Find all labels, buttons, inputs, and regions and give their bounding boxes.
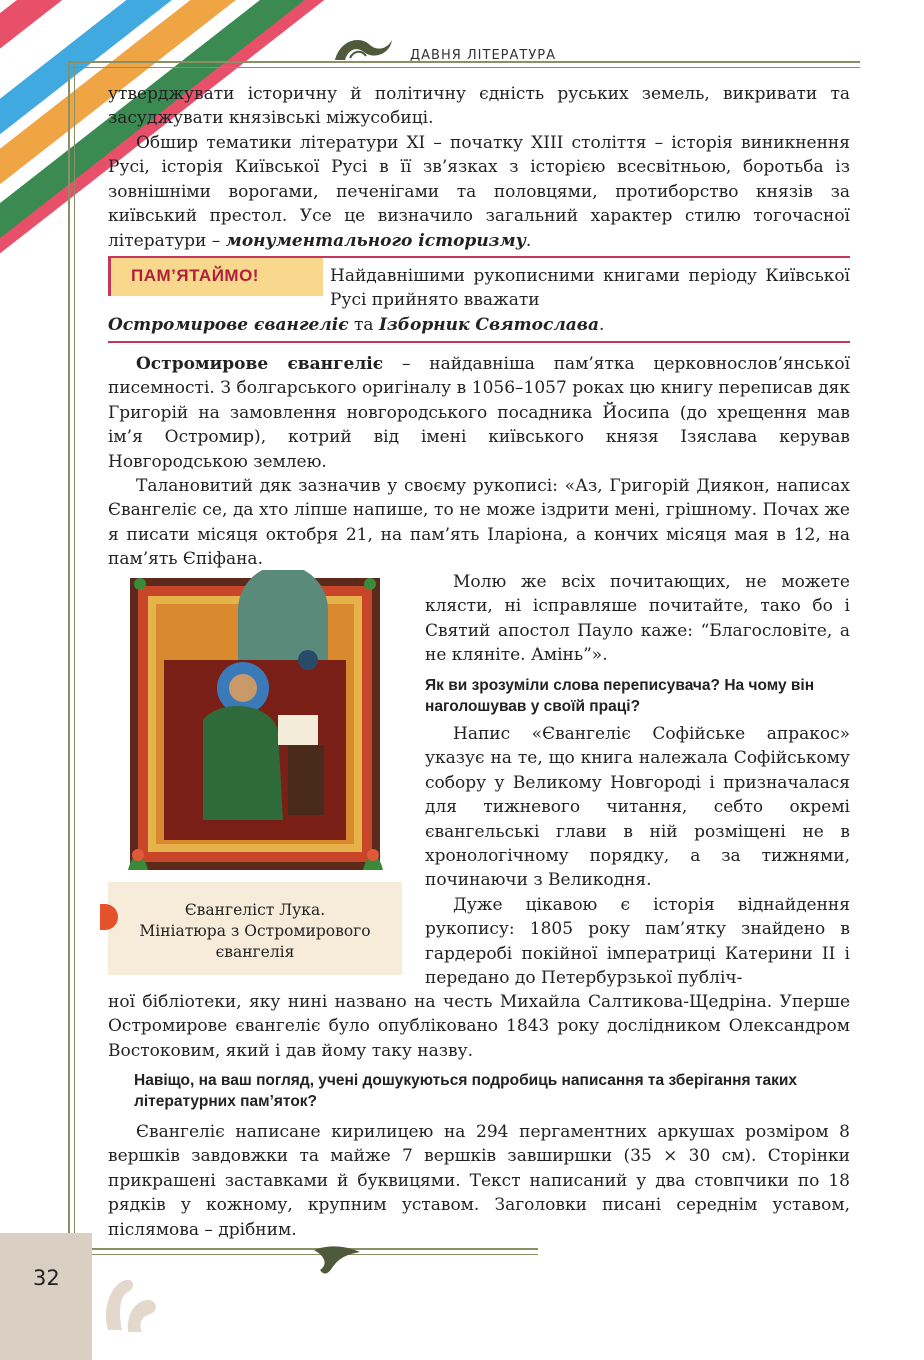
paragraph-4 — [108, 474, 850, 572]
remember-text-top — [330, 264, 850, 313]
caption-marker-icon — [100, 904, 118, 930]
page-number: 32 — [33, 1266, 60, 1290]
paragraph-7-top — [425, 893, 850, 991]
ornament-top-icon — [330, 30, 400, 66]
paragraph-2-text: Обшир тематики літератури XI – початку XIII століття – історія виникнення Русі, історія Київської Русі в її зв’язках з історією всесвітньою, боротьба із зовнішніми ворогами, печенігами та половцями, протиборство князів за київський престол. Усе це визначило загальний характер стилю тогочасної літератури – — [108, 133, 850, 251]
paragraph-6 — [425, 722, 850, 893]
publisher-logo-icon — [96, 1270, 166, 1340]
paragraph-3-text: – найдавніша пам’ятка церковнослов’янської писемності. З болгарського оригіналу в 1056–1057 роках цю книгу переписав дяк Григорій на замовлення новгородського посадника Йосипа (до хрещення мав ім’я Остромир), котрий від імені київського князя Ізяслава керував Новгородською землею. — [108, 354, 851, 472]
figure-caption — [118, 900, 392, 963]
remember-book-1: Остромирове євангеліє — [108, 315, 349, 335]
remember-conj: та — [353, 315, 374, 335]
remember-label-box — [108, 258, 323, 296]
remember-bottom-line — [108, 341, 850, 343]
paragraph-5-text: Молю же всіх почитающих, не можете клясти, ні ісправляше почитайте, тако бо і Святий апостол Пауло каже: “Благословіте, а не кляніте. Амінь”». — [425, 572, 850, 666]
paragraph-1 — [108, 82, 850, 131]
remember-end: . — [598, 315, 605, 335]
paragraph-7b-text: ної бібліотеки, яку нині названо на честь Михайла Салтикова-Щедріна. Уперше Остромирове євангеліє було опубліковано 1843 року дослідником Олександром Востоковим, який і дав йому таку назву. — [108, 992, 850, 1061]
paragraph-1-text: утверджувати історичну й політичну єдність руських земель, викривати та засуджувати князівські міжусобиці. — [108, 84, 850, 129]
corner-block — [0, 1233, 92, 1360]
paragraph-6-text: Напис «Євангеліє Софійське апракос» указує на те, що книга належала Софійському собору у Великому Новгороді і призначалася для тижневого читання, себто окремі євангельські глави в ній розміщені не в хронологічному порядку, а за тижнями, починаючи з Великодня. — [425, 724, 850, 891]
caption-line-1: Євангеліст Лука. — [184, 901, 326, 919]
paragraph-3 — [108, 352, 850, 474]
paragraph-3-term: Остромирове євангеліє — [136, 354, 384, 374]
paragraph-5 — [425, 570, 850, 668]
miniature-evangelist-luke-image — [108, 570, 402, 882]
paragraph-2-emphasis: монументального історизму — [225, 230, 526, 251]
figure-caption-box — [108, 882, 402, 975]
remember-label: ПАМ’ЯТАЙМО! — [131, 266, 259, 285]
figure-miniature — [108, 570, 402, 975]
caption-line-2: Мініатюра з Остромирового — [139, 922, 371, 940]
paragraph-7a-text: Дуже цікавою є історія віднайдення рукопису: 1805 року пам’ятку знайдено в гардеробі покійної імператриці Катерини II і передано до Петербурзької публіч- — [425, 895, 850, 989]
question-2: Навіщо, на ваш погляд, учені дошукуються подробиць написання та зберігання таких літературних пам’яток? — [134, 1072, 798, 1110]
ornament-bottom-icon — [310, 1240, 370, 1280]
paragraph-8 — [108, 1120, 850, 1242]
section-title: ДАВНЯ ЛІТЕРАТУРА — [410, 48, 556, 63]
paragraph-7-bottom — [108, 990, 850, 1063]
paragraph-2 — [108, 131, 850, 253]
frame-bottom-rule — [68, 1248, 538, 1255]
remember-book-2: Ізборник Святослава — [378, 315, 599, 335]
remember-text: Найдавнішими рукописними книгами періоду Київської Русі прийнято вважати — [330, 266, 850, 311]
remember-text-bottom — [108, 313, 850, 337]
paragraph-8-text: Євангеліє написане кирилицею на 294 пергаментних аркушах розміром 8 вершків завдовжки та майже 7 вершків завширшки (35 × 30 см). Сторінки прикрашені заставками й буквицями. Текст написаний у два стовпчики по 18 рядків у кожному, крупним уставом. Заголовки писані середнім уставом, післямова – дрібним. — [108, 1122, 850, 1240]
paragraph-4-text: Талановитий дяк зазначив у своєму рукописі: «Аз, Григорій Диякон, написах Євангеліє се, да хто ліпше напише, то не може іздрити мені, грішному. Почах же я писати місяця октобря 21, на пам’ять Іларіона, а кончих місяця мая в 12, на пам’ять Єпіфана. — [108, 476, 850, 570]
caption-line-3: євангелія — [215, 943, 295, 961]
question-1: Як ви зрозуміли слова переписувача? На чому він наголошував у своїй праці? — [425, 677, 815, 715]
frame-left-rule — [68, 61, 75, 1251]
paragraph-2-end: . — [525, 230, 532, 251]
